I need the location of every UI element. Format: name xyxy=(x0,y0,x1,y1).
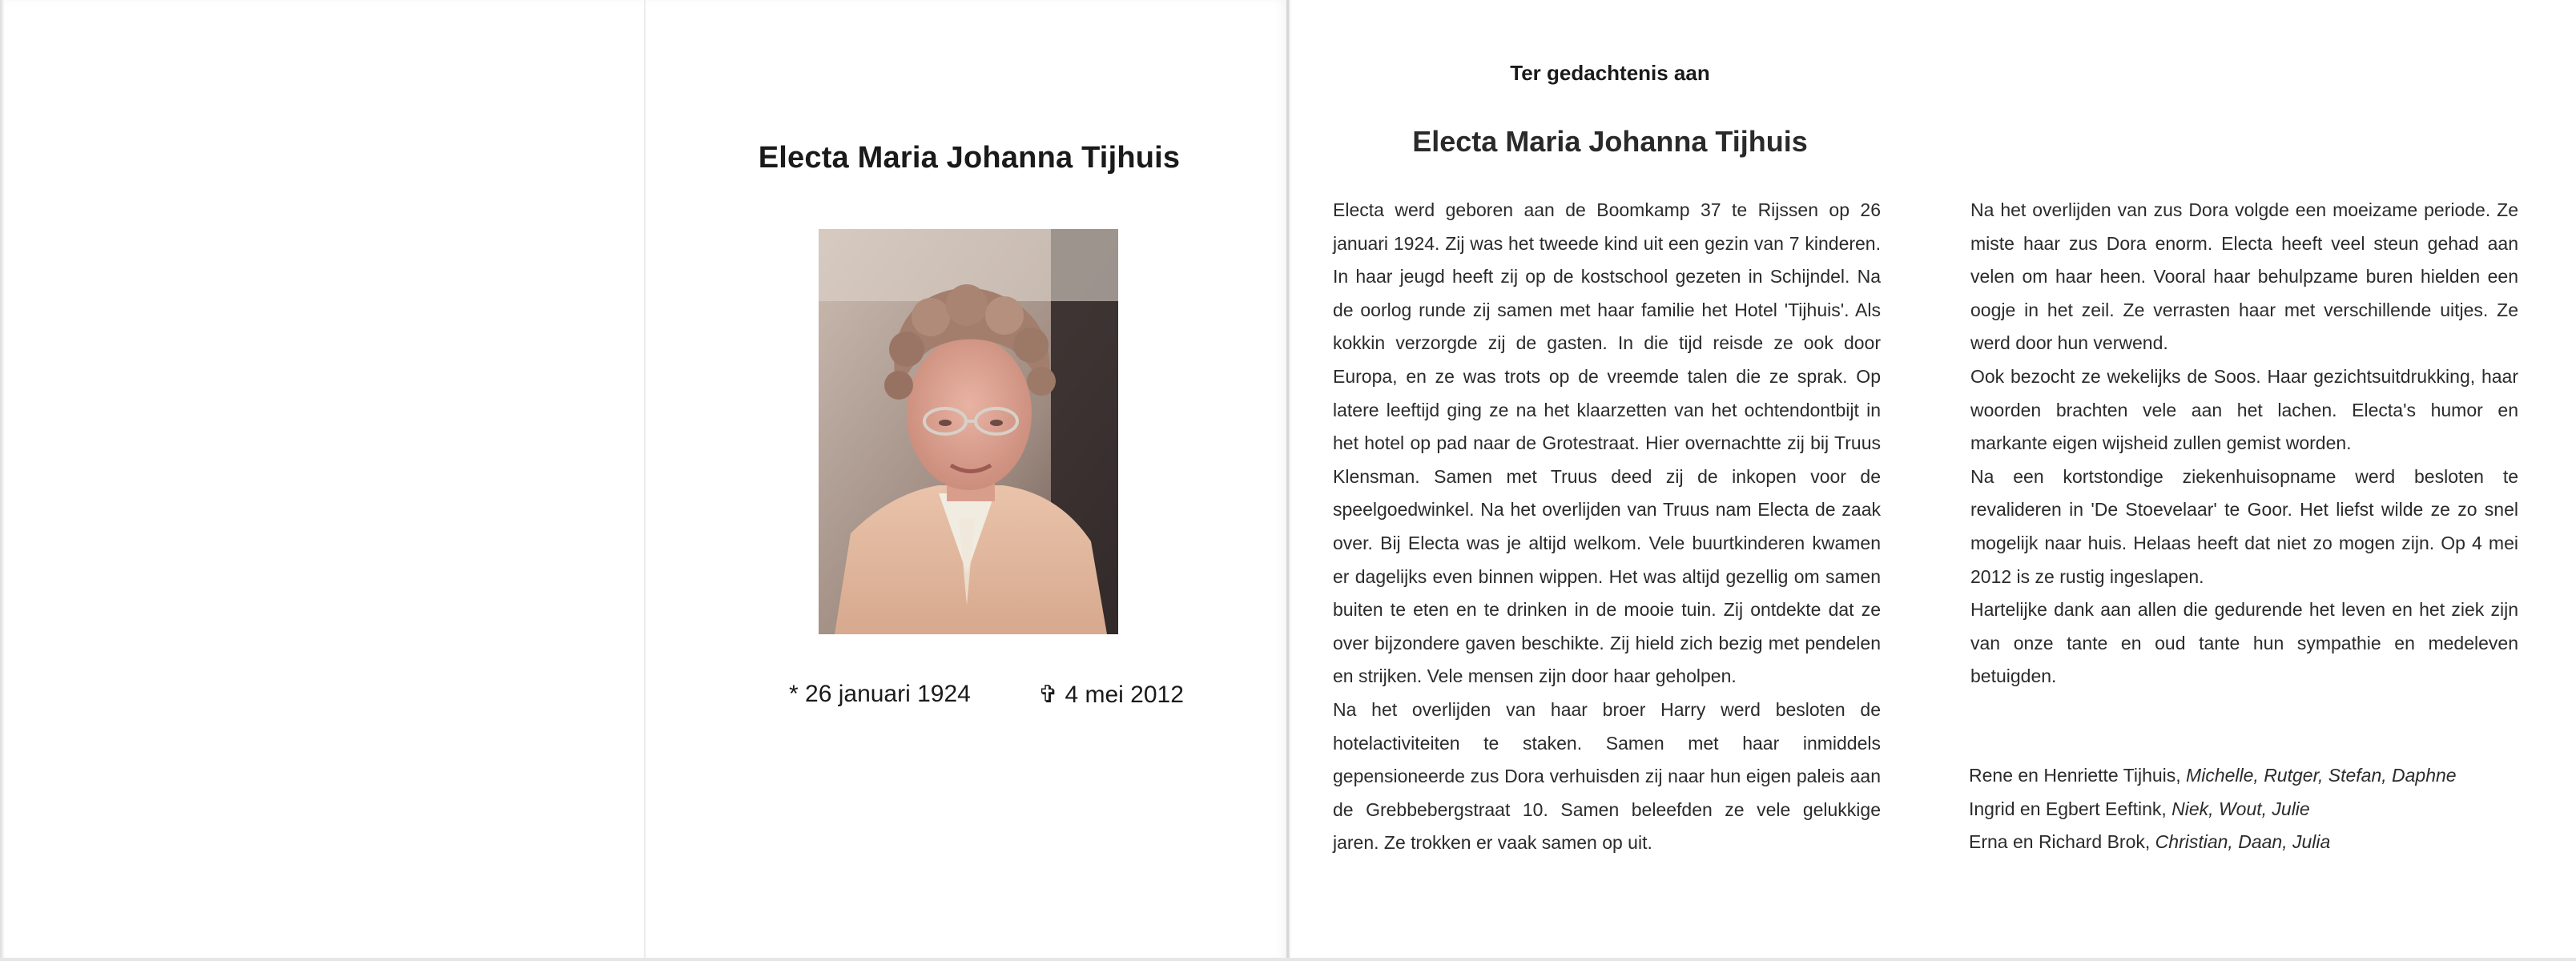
biography-paragraph: Electa werd geboren aan de Boomkamp 37 te Rijssen op 26 januari 1924. Zij was het tweede kind uit een gezin van 7 kinderen. In haar jeugd heeft zij op de kostschool gezeten in Schijndel. Na de oorlog runde zij samen met haar familie het Hotel 'Tijhuis'. Als kokkin verzorgde zij de gasten. In die tijd reisde ze ook door Europa, en ze was trots op de vreemde talen die ze sprak. Op latere leeftijd ging ze na het klaarzetten van het ochtendontbijt in het hotel op pad naar de Grotestraat. Hier overnachtte zij bij Truus Klensman. Samen met Truus deed zij de inkopen voor de speelgoedwinkel. Na het overlijden van Truus nam Electa de zaak over. Bij Electa was je altijd welkom. Vele buurtkinderen kwamen er dagelijks even binnen wippen. Het was altijd gezellig om samen buiten te eten en te drinken in de mooie tuin. Zij ontdekte dat ze over bijzondere gaven beschikte. Zij hield zich bezig met pendelen en strijken. Vele mensen zijn door haar geholpen. xyxy=(1333,199,1881,687)
biography-column-left xyxy=(1333,194,1881,860)
signature-children: Niek, Wout, Julie xyxy=(2171,798,2310,819)
portrait-illustration xyxy=(819,229,1118,634)
cover-name: Electa Maria Johanna Tijhuis xyxy=(758,141,1181,175)
thanks-paragraph: Hartelijke dank aan allen die gedurende het leven en het ziek zijn van onze tante en oud tante hun sympathie en medeleven betuigden. xyxy=(1970,599,2518,687)
card-edge-shadow xyxy=(0,0,5,961)
signature-parents: Rene en Henriette Tijhuis, xyxy=(1969,765,2187,786)
biography-paragraph: Na een kortstondige ziekenhuisopname werd besloten te revalideren in 'De Stoevelaar' te Goor. Het liefst wilde ze zo snel mogelijk naar huis. Helaas heeft dat niet zo mogen zijn. Op 4 mei 2012 is ze rustig ingeslapen. xyxy=(1970,465,2518,587)
inside-name: Electa Maria Johanna Tijhuis xyxy=(1412,125,1808,158)
signature-children: Michelle, Rutger, Stefan, Daphne xyxy=(2186,765,2457,786)
signature-parents: Ingrid en Egbert Eeftink, xyxy=(1969,798,2172,819)
signature-line xyxy=(1969,826,2457,859)
death-date: ✞ 4 mei 2012 xyxy=(1038,682,1184,708)
biography-paragraph: Ook bezocht ze wekelijks de Soos. Haar gezichtsuitdrukking, haar woorden brachten vele aan het lachen. Electa's humor en markante eigen wijsheid zullen gemist worden. xyxy=(1970,365,2518,454)
biography-column-right xyxy=(1970,194,2518,694)
biography-paragraph: Na het overlijden van zus Dora volgde een moeizame periode. Ze miste haar zus Dora enorm. Electa heeft veel steun gehad aan velen om haar heen. Vooral haar behulpzame buren hielden een oogje in het zeil. Ze verrasten haar met verschillende uitjes. Ze werd door hun verwend. xyxy=(1970,199,2518,354)
signature-line xyxy=(1969,759,2457,793)
signature-parents: Erna en Richard Brok, xyxy=(1969,831,2155,853)
birth-date: * 26 januari 1924 xyxy=(789,681,971,707)
card-fold-line xyxy=(644,0,646,961)
family-signatures xyxy=(1969,759,2457,859)
biography-paragraph: Na het overlijden van haar broer Harry werd besloten de hotelactiviteiten te staken. Samen met haar inmiddels gepensioneerde zus Dora verhuisden zij naar hun eigen paleis aan de Grebbebergstraat 10. Samen beleefden ze vele gelukkige jaren. Ze trokken er vaak samen op uit. xyxy=(1333,698,1881,854)
portrait-photo xyxy=(819,229,1118,634)
memory-heading: Ter gedachtenis aan xyxy=(1510,61,1710,85)
card-bottom-edge xyxy=(0,958,2576,961)
signature-line xyxy=(1969,793,2457,826)
card-inside-fold xyxy=(1289,0,1290,961)
signature-children: Christian, Daan, Julia xyxy=(2155,831,2331,853)
